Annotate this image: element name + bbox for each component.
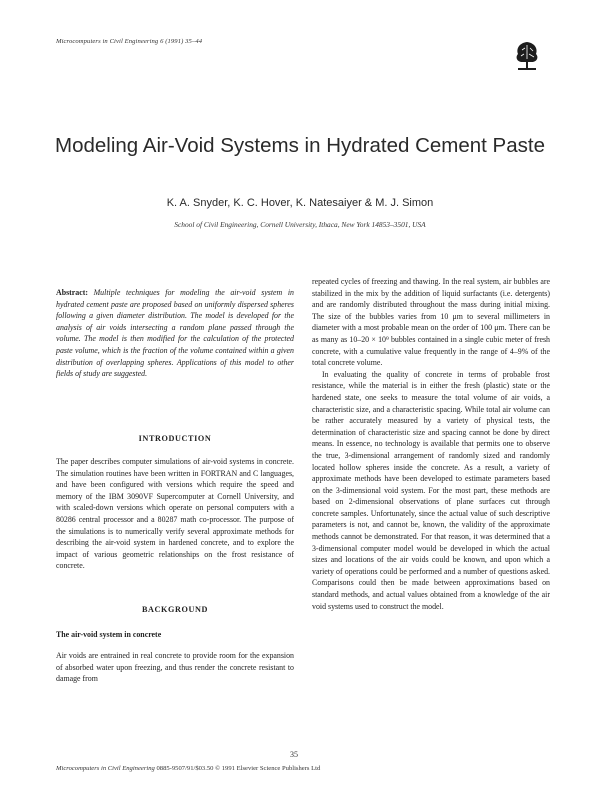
abstract — [56, 287, 294, 380]
author-list: K. A. Snyder, K. C. Hover, K. Natesaiyer & M. J. Simon — [166, 197, 434, 209]
footer-journal: Microcomputers in Civil Engineering — [56, 765, 155, 772]
copyright-footer — [56, 765, 320, 772]
introduction-paragraph: The paper describes computer simulations of air-void systems in concrete. The simulation routines have been written in FORTRAN and C languages, and have been configured with versions which require the speed and memory of the IBM 3090VF Supercomputer at Cornell University, and with scaled-down versions which operate on personal computers with a 80286 central processor and a 80287 math co-processor. The purpose of the simulations is to numerically verify several approximate methods for describing the air-void system in hardened concrete, and to explore the impact of various geometric relationships on the frost resistance of concrete. — [56, 457, 294, 571]
page-number: 35 — [290, 750, 298, 759]
journal-header: Microcomputers in Civil Engineering 6 (1991) 35–44 — [56, 38, 203, 45]
right-paragraph-2: In evaluating the quality of concrete in terms of probable frost resistance, while the material is in either the fresh (plastic) state or the hardened state, one seeks to measure the total volume of air voids, a characteristic size, and a characteristic spacing. While total air volume can be rather accurately measured by a variety of physical tests, the determination of characteristic size and spacing cannot be done by direct means. In essence, no technology is available that permits one to observe the true, 3-dimensional arrangement of randomly sized and randomly located hollow spheres inside the concrete. As a result, a variety of approximate methods have been developed to estimate parameters based on the 3-dimensional void system. For the most part, these methods are based on 2-dimensional observations of plane surfaces cut through concrete samples. Unfortunately, since the actual value of such descriptive parameters is not, and cannot be, known, the validity of the approximate methods cannot be demonstrated. For that reason, it was determined that a 3-dimensional computer model would be developed in which the actual sizes and locations of the air voids could be known, and upon which a variety of operations could be performed and a number of questions asked. Comparisons could then be made between approximations based on standard methods, and actual values obtained from a knowledge of the air void systems used to construct the model. — [312, 369, 550, 611]
right-column — [312, 276, 550, 612]
background-heading: BACKGROUND — [141, 605, 209, 614]
elsevier-tree-logo — [512, 37, 542, 73]
footer-copyright: 0885-9507/91/$03.50 © 1991 Elsevier Science Publishers Ltd — [154, 765, 321, 772]
background-subheading: The air-void system in concrete — [56, 630, 162, 639]
affiliation: School of Civil Engineering, Cornell University, Ithaca, New York 14853–3501, USA — [174, 220, 426, 229]
introduction-body — [56, 456, 294, 572]
abstract-text: Multiple techniques for modeling the air-void system in hydrated cement paste are proposed based on uniformly dispersed spheres following a given diameter distribution. The model is developed for the analysis of air voids intersecting a random plane passed through the volume. The model is then modified for the calculation of the protected paste volume, which is the fraction of the volume contained within a given distribution of overlapping spheres. Applications of this model to other fields of study are suggested. — [56, 288, 294, 379]
paper-title: Modeling Air-Void Systems in Hydrated Cement Paste — [55, 133, 545, 157]
background-body — [56, 650, 294, 685]
abstract-label: Abstract: — [56, 288, 88, 297]
right-paragraph-1: repeated cycles of freezing and thawing. In the real system, air bubbles are stabilized in the mix by the addition of liquid surfactants (i.e. detergents) and are randomly distributed throughout the mass during initial mixing. The size of the bubbles varies from 10 μm to several millimeters in diameter with a most probable mean on the order of 100 μm. There can be as many as 10–20 × 10⁹ bubbles contained in a single cubic meter of fresh concrete, with a cumulative value frequently in the range of 4–9% of the total concrete volume. — [312, 277, 550, 368]
background-paragraph: Air voids are entrained in real concrete to provide room for the expansion of absorbed water upon freezing, and thus render the concrete resistant to damage from — [56, 651, 294, 684]
introduction-heading: INTRODUCTION — [138, 434, 212, 443]
